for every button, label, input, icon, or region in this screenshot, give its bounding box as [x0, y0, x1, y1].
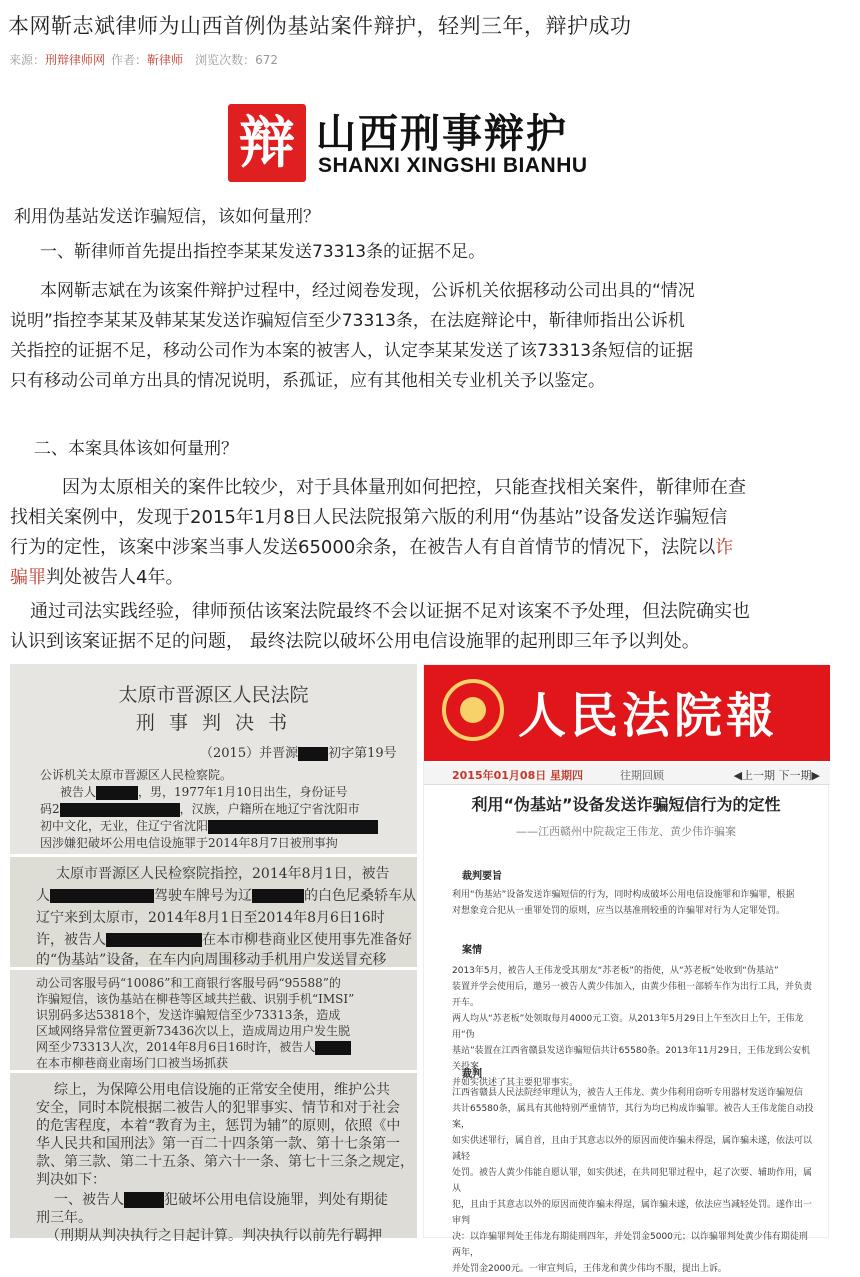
date-bar	[424, 763, 830, 785]
logo-char: 辩	[239, 110, 295, 176]
para-2-line-1: 因为太原相关的案件比较少，对于具体量刑如何把控，只能查找相关案件，靳律师在查	[62, 477, 746, 498]
banner-cn-title: 山西刑事辩护	[316, 111, 568, 157]
court-name: 太原市晋源区人民法院	[118, 684, 309, 706]
para-1-line-3: 关指控的证据不足，移动公司作为本案的被害人，认定李某某发送了该73313条短信的证据	[10, 341, 694, 361]
views-label: 浏览次数：	[195, 53, 256, 67]
judgment-line: 刑三年。	[36, 1210, 92, 1226]
heading-2: 二、本案具体该如何量刑？	[34, 439, 238, 459]
para-3-line-1: 通过司法实践经验，律师预估该案法院最终不会以证据不足对该案不予处理，但法院确实也	[30, 601, 750, 622]
judgment-scan-3	[10, 970, 417, 1070]
author-label: 作者：	[111, 53, 148, 67]
newspaper-masthead	[424, 665, 830, 761]
banner-logo	[224, 102, 614, 184]
section-body: 2013年5月，被告人王伟龙受其朋友“苏老板”的指使，从“苏老板”处收到“伪基站” 装置并学会使用后，邀另一被告人黄少伟加入，由黄少伟租一部轿车作为出行工具，并负责开车。 两人均从“苏老板”处领取每月4000元工资。从2013年5月29日上午至次日上午，王伟龙用“伪 基站”装置在江西省赣县发送诈骗短信共计65580条。2013年11月29日，王伟龙到公安机关投案， 并如实供述了其主要犯罪事实。	[452, 966, 813, 1088]
link-fraud-1[interactable]: 诈	[715, 537, 734, 558]
newspaper-screenshot	[423, 664, 829, 1274]
author-link[interactable]: 靳律师	[147, 53, 184, 67]
banner-en-title: SHANXI XINGSHI BIANHU	[318, 154, 588, 177]
past-issues-link[interactable]: 往期回顾	[620, 769, 664, 782]
section-title: 裁判	[462, 1069, 482, 1080]
judgment-line: （刑期从判决执行之日起计算。判决执行以前先行羁押	[46, 1228, 382, 1244]
para-1-line-4: 只有移动公司单方出具的情况说明，系孤证，应有其他相关专业机关予以鉴定。	[10, 371, 605, 391]
para-2-line-2: 找相关案例中，发现于2015年1月8日人民法院报第六版的利用“伪基站”设备发送诈骗短信	[10, 507, 728, 528]
judgment-scan-2	[10, 857, 417, 967]
judgment-line: 的“伪基站”设备，在车内向周围移动手机用户发送冒充移	[36, 952, 387, 968]
judgment-line: 的危害程度，本着“教育为主，惩罚为辅”的原则，依照《中	[36, 1118, 401, 1134]
masthead-title: 人民法院報	[518, 688, 779, 744]
news-headline: 利用“伪基站”设备发送诈骗短信行为的定性	[471, 795, 781, 814]
judgment-line: 动公司客服号码“10086”和工商银行客服号码“95588”的	[36, 976, 341, 990]
judgment-scan-4	[10, 1073, 417, 1244]
source-label: 来源：	[9, 53, 46, 67]
judgment-line: 初中文化，无业，住辽宁省沈阳	[40, 817, 417, 834]
doc-type: 刑 事 判 决 书	[135, 712, 292, 734]
judgment-line: 网至少73313人次，2014年8月6日16时许，被告人	[36, 1038, 417, 1055]
article-title: 本网靳志斌律师为山西首例伪基站案件辩护，轻判三年，辩护成功	[8, 14, 632, 38]
heading-1: 一、靳律师首先提出指控李某某发送73313条的证据不足。	[40, 242, 486, 262]
section-body: 江西省赣县人民法院经审理认为，被告人王伟龙、黄少伟利用窃听专用器材发送诈骗短信 共计65580条，属具有其他特别严重情节，其行为均已构成诈骗罪。被告人王伟龙能自动投案， 如实供述罪行，属自首，且由于其意志以外的原因而使诈骗未得逞，属诈骗未遂，依法可以减轻 处罚。被告人黄少伟能自愿认罪，如实供述，在共同犯罪过程中，起了次要、辅助作用，属从 犯，且由于其意志以外的原因而使诈骗未得逞，属诈骗未遂，依法应当减轻处罚。遂作出一审判 决：以诈骗罪判处王伟龙有期徒刑四年，并处罚金5000元；以诈骗罪判处黄少伟有期徒刑两年， 并处罚金2000元。一审宣判后，王伟龙和黄少伟均不服，提出上诉。	[452, 1088, 814, 1274]
judgment-line: 判决如下：	[36, 1172, 106, 1188]
judgment-line: 被告人 ，男，1977年1月10日出生，身份证号	[60, 785, 348, 799]
judgment-line: 诈骗短信，该伪基站在柳巷等区域共拦截、识别手机“IMSI”	[36, 992, 355, 1006]
judgment-line: 人 驾驶车牌号为辽 的白色尼桑轿车从	[36, 888, 416, 904]
para-3-line-2: 认识到该案证据不足的问题， 最终法院以破坏公用电信设施罪的起刑即三年予以判处。	[10, 631, 700, 652]
para-1-line-1: 本网靳志斌在为该案件辩护过程中，经过阅卷发现，公诉机关依据移动公司出具的“情况	[40, 281, 695, 301]
judgment-line: 辽宁来到太原市，2014年8月1日至2014年8月6日16时	[36, 910, 385, 926]
views-count: 672	[255, 53, 278, 67]
judgment-line: 安全，同时本院根据二被告人的犯罪事实、情节和对于社会	[36, 1100, 400, 1116]
judgment-line: 综上，为保障公用电信设施的正常安全使用，维护公共	[54, 1082, 390, 1098]
judgment-line: 款、第三款、第二十五条、第六十一条、第七十三条之规定，	[36, 1154, 414, 1170]
para-2-line-3: 行为的定性，该案中涉案当事人发送65000余条，在被告人有自首情节的情况下，法院以诈	[10, 537, 734, 558]
para-2-line-4: 骗罪判处被告人4年。	[10, 567, 184, 588]
judgment-line: 华人民共和国刑法》第一百二十四条第一款、第十七条第一	[36, 1136, 400, 1152]
issue-nav[interactable]: ◀上一期 下一期▶	[733, 769, 820, 782]
judgment-scan-1	[10, 664, 417, 854]
judgment-line: 在本市柳巷商业南场门口被当场抓获	[36, 1056, 229, 1070]
judgment-line: 区域网络异常位置更新73436次以上，造成周边用户发生脱	[36, 1024, 351, 1038]
section-body: 利用“伪基站”设备发送诈骗短信的行为，同时构成破坏公用电信设施罪和诈骗罪，根据 对想象竞合犯从一重罪处罚的原则，应当以基准刑较重的诈骗罪对行为人定罪处罚。	[452, 890, 795, 916]
article-meta	[9, 51, 278, 68]
judgment-line: 公诉机关太原市晋源区人民检察院。	[40, 768, 233, 782]
news-subhead: ——江西赣州中院裁定王伟龙、黄少伟诈骗案	[516, 825, 736, 838]
judgment-line: 识别码多达53818个，发送诈骗短信至少73313条，造成	[36, 1008, 341, 1022]
question-line: 利用伪基站发送诈骗短信，该如何量刑？	[14, 207, 320, 227]
logo-badge	[228, 104, 306, 182]
link-fraud-2[interactable]: 骗罪	[10, 567, 46, 588]
para-1-line-2: 说明”指控李某某及韩某某发送诈骗短信至少73313条，在法庭辩论中，靳律师指出公诉机	[10, 311, 685, 331]
source-link[interactable]: 刑辩律师网	[45, 53, 106, 67]
judgment-line: 码2 ，汉族，户籍所在地辽宁省沈阳市	[40, 802, 360, 816]
court-emblem-icon	[442, 679, 504, 741]
judgment-line: 一、被告人 犯破坏公用电信设施罪，判处有期徒	[54, 1192, 388, 1208]
section-title: 案情	[462, 945, 482, 956]
case-number: （2015）并晋源 初字第19号	[200, 746, 397, 761]
issue-date: 2015年01月08日 星期四	[452, 769, 584, 782]
section-title: 裁判要旨	[462, 871, 502, 882]
judgment-line: 因涉嫌犯破坏公用电信设施罪于2014年8月7日被刑事拘	[40, 836, 338, 850]
judgment-line: 许，被告人 在本市柳巷商业区使用事先准备好	[36, 932, 412, 948]
judgment-line: 太原市晋源区人民检察院指控，2014年8月1日，被告	[56, 866, 390, 882]
